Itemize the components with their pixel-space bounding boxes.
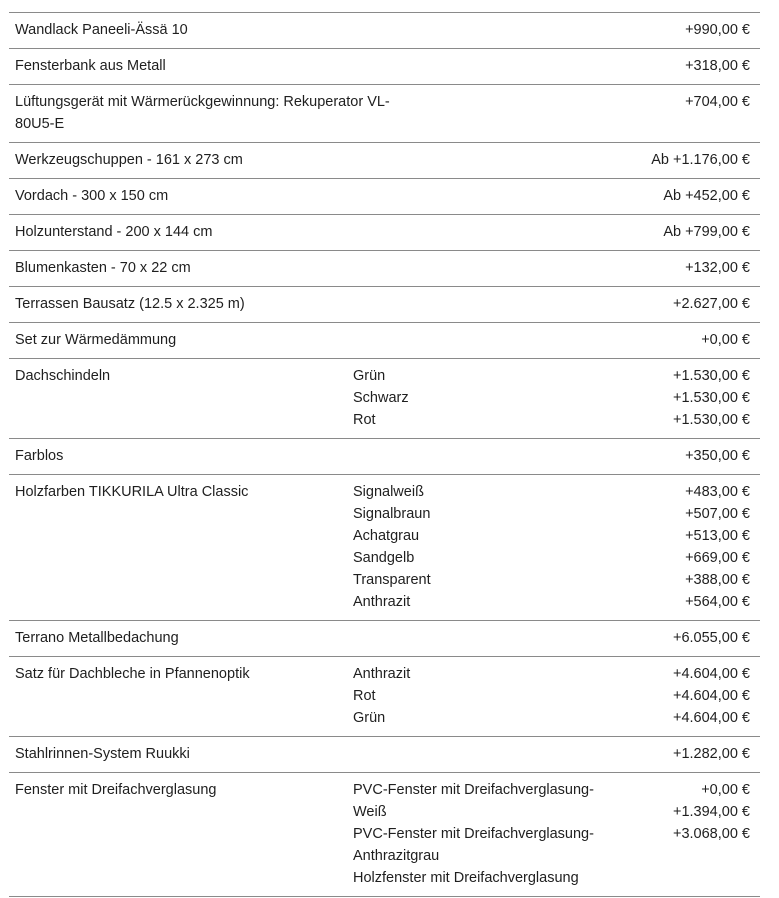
item-name: Blumenkasten - 70 x 22 cm bbox=[15, 260, 191, 276]
item-price: +0,00 € bbox=[701, 332, 750, 348]
item-price: Ab +799,00 € bbox=[663, 224, 750, 240]
option-label: Signalbraun bbox=[353, 506, 431, 522]
item-name: Holzfarben TIKKURILA Ultra Classic bbox=[15, 484, 249, 500]
option-label: Anthrazit bbox=[353, 666, 411, 682]
option-label: Signalweiß bbox=[353, 484, 424, 500]
option-label: PVC-Fenster mit Dreifachverglasung-Anthrazitgrau bbox=[353, 826, 594, 864]
list-item bbox=[9, 85, 760, 143]
list-item bbox=[9, 359, 760, 439]
option-label: Anthrazit bbox=[353, 594, 411, 610]
item-price: +132,00 € bbox=[685, 260, 750, 276]
list-item bbox=[9, 475, 760, 621]
option-label: Schwarz bbox=[353, 390, 409, 406]
list-item bbox=[9, 143, 760, 179]
option-price: +1.530,00 € bbox=[672, 390, 750, 406]
option-label: Achatgrau bbox=[353, 528, 420, 544]
option-price: +564,00 € bbox=[685, 594, 750, 610]
item-name: Satz für Dachbleche in Pfannenoptik bbox=[15, 666, 250, 682]
option-price: +388,00 € bbox=[685, 572, 750, 588]
item-price: +704,00 € bbox=[685, 94, 750, 110]
list-item bbox=[9, 773, 760, 897]
item-price: +350,00 € bbox=[685, 448, 750, 464]
list-item bbox=[9, 49, 760, 85]
option-price: +669,00 € bbox=[685, 550, 750, 566]
option-price: +513,00 € bbox=[685, 528, 750, 544]
item-name: Lüftungsgerät mit Wärmerückgewinnung: Rekuperator VL-80U5-E bbox=[15, 94, 390, 132]
list-item bbox=[9, 737, 760, 773]
item-name: Stahlrinnen-System Ruukki bbox=[15, 746, 190, 762]
option-label: Transparent bbox=[353, 572, 431, 588]
item-price: +1.282,00 € bbox=[672, 746, 750, 762]
item-price: +2.627,00 € bbox=[672, 296, 750, 312]
list-item bbox=[9, 287, 760, 323]
list-item bbox=[9, 251, 760, 287]
option-price: +4.604,00 € bbox=[672, 710, 750, 726]
list-item bbox=[9, 439, 760, 475]
item-name: Fenster mit Dreifachverglasung bbox=[15, 782, 217, 798]
item-name: Farblos bbox=[15, 448, 64, 464]
option-label: Rot bbox=[353, 412, 376, 428]
option-price: +1.394,00 € bbox=[672, 804, 750, 820]
item-price: +318,00 € bbox=[685, 58, 750, 74]
item-name: Terrassen Bausatz (12.5 x 2.325 m) bbox=[15, 296, 245, 312]
option-label: Holzfenster mit Dreifachverglasung bbox=[353, 870, 579, 886]
option-price: +4.604,00 € bbox=[672, 688, 750, 704]
option-price: +0,00 € bbox=[701, 782, 750, 798]
list-item bbox=[9, 323, 760, 359]
list-item bbox=[9, 215, 760, 251]
option-label: Grün bbox=[353, 710, 386, 726]
item-name: Dachschindeln bbox=[15, 368, 111, 384]
list-item bbox=[9, 657, 760, 737]
item-price: Ab +452,00 € bbox=[663, 188, 750, 204]
list-item bbox=[9, 621, 760, 657]
option-label: PVC-Fenster mit Dreifachverglasung-Weiß bbox=[353, 782, 594, 820]
item-price: +990,00 € bbox=[685, 22, 750, 38]
item-name: Set zur Wärmedämmung bbox=[15, 332, 177, 348]
item-name: Holzunterstand - 200 x 144 cm bbox=[15, 224, 213, 240]
option-price: +1.530,00 € bbox=[672, 412, 750, 428]
option-price: +4.604,00 € bbox=[672, 666, 750, 682]
option-price: +483,00 € bbox=[685, 484, 750, 500]
option-price: +3.068,00 € bbox=[672, 826, 750, 842]
option-label: Grün bbox=[353, 368, 386, 384]
option-price: +507,00 € bbox=[685, 506, 750, 522]
item-price: +6.055,00 € bbox=[672, 630, 750, 646]
list-item bbox=[9, 13, 760, 49]
list-item bbox=[9, 179, 760, 215]
item-name: Fensterbank aus Metall bbox=[15, 58, 166, 74]
option-price: +1.530,00 € bbox=[672, 368, 750, 384]
item-name: Terrano Metallbedachung bbox=[15, 630, 179, 646]
item-price: Ab +1.176,00 € bbox=[651, 152, 750, 168]
item-name: Vordach - 300 x 150 cm bbox=[15, 188, 169, 204]
options-price-list bbox=[9, 12, 760, 897]
option-label: Sandgelb bbox=[353, 550, 415, 566]
item-name: Wandlack Paneeli-Ässä 10 bbox=[15, 22, 188, 38]
item-name: Werkzeugschuppen - 161 x 273 cm bbox=[15, 152, 243, 168]
option-label: Rot bbox=[353, 688, 376, 704]
